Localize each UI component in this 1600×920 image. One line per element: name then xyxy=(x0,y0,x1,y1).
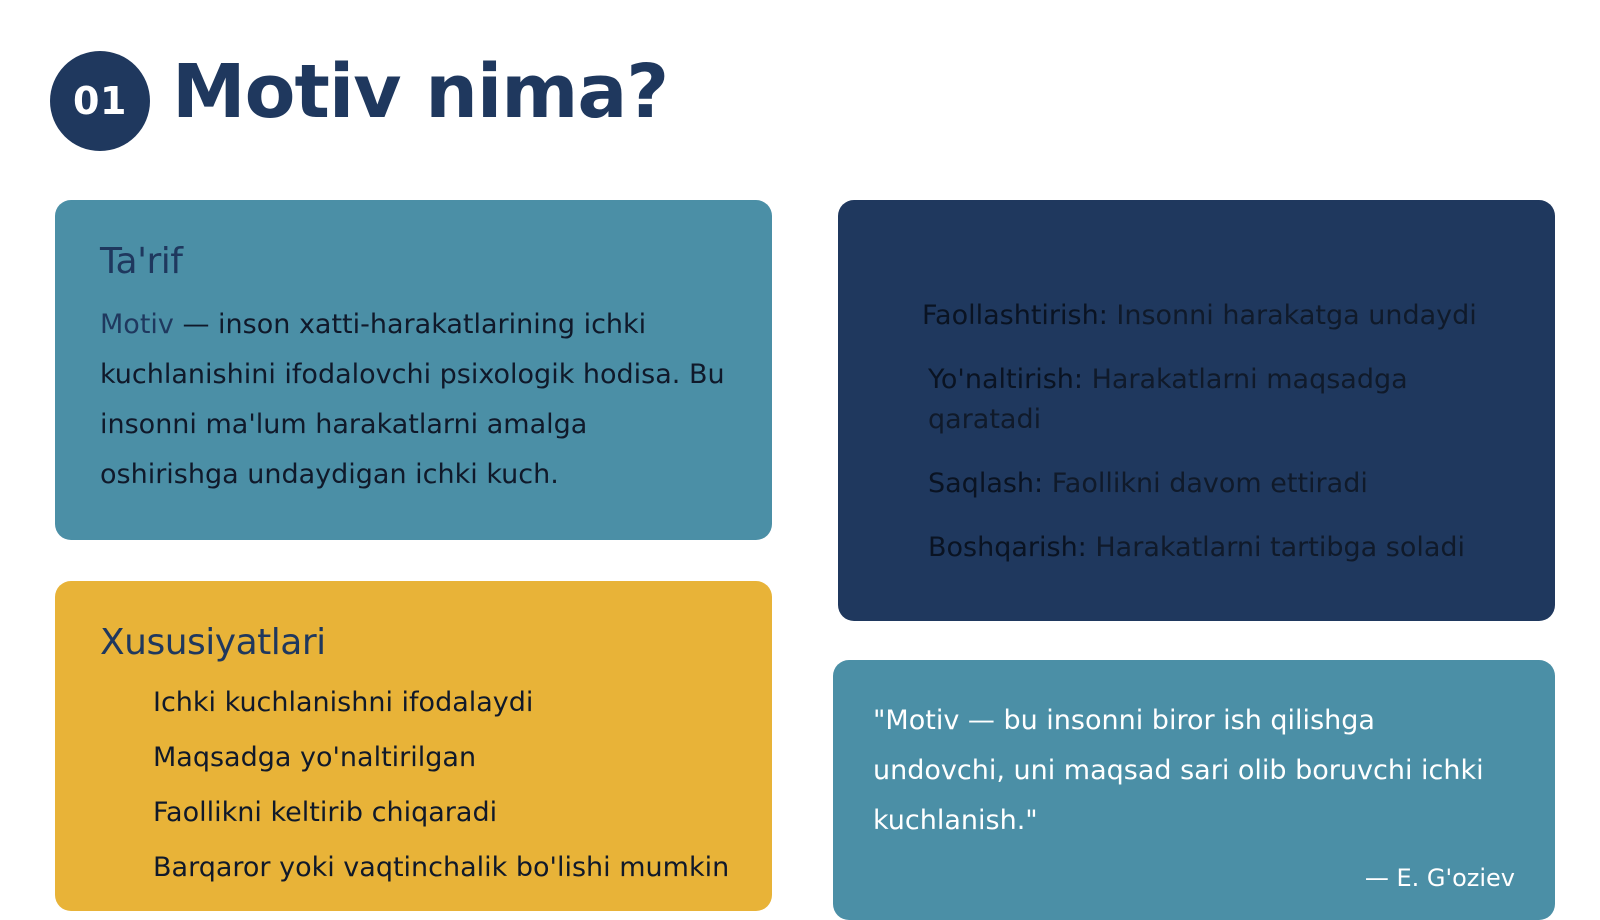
functions-list xyxy=(922,296,1515,568)
quote-author: — E. G'oziev xyxy=(1364,864,1515,892)
properties-card xyxy=(55,581,772,911)
definition-term: Motiv xyxy=(100,309,174,340)
quote-card xyxy=(833,660,1555,920)
definition-card xyxy=(55,200,772,540)
property-item: Barqaror yoki vaqtinchalik bo'lishi mumkin xyxy=(153,852,730,883)
property-item: Maqsadga yo'naltirilgan xyxy=(153,742,477,773)
property-item: Ichki kuchlanishni ifodalaydi xyxy=(153,687,534,718)
properties-list xyxy=(100,675,732,895)
function-name: Saqlash: xyxy=(928,468,1044,499)
function-name: Boshqarish: xyxy=(928,532,1087,563)
function-name: Faollashtirish: xyxy=(922,300,1108,331)
section-number-badge: 01 xyxy=(50,51,150,151)
function-item xyxy=(922,528,1515,568)
function-item xyxy=(922,464,1515,504)
definition-heading: Ta'rif xyxy=(100,241,183,282)
function-text: Faollikni davom ettiradi xyxy=(1043,468,1368,499)
quote-text: "Motiv — bu insonni biror ish qilishga undovchi, uni maqsad sari olib boruvchi ichki kuchlanish." xyxy=(873,705,1484,836)
function-item xyxy=(922,360,1515,440)
page-title: Motiv nima? xyxy=(172,49,669,135)
function-item xyxy=(922,296,1515,336)
function-text: Harakatlarni tartibga soladi xyxy=(1086,532,1466,563)
functions-card xyxy=(838,200,1555,621)
function-text: Harakatlarni maqsadga qaratadi xyxy=(928,364,1408,435)
function-name: Yo'naltirish: xyxy=(928,364,1083,395)
properties-heading: Xususiyatlari xyxy=(100,622,326,663)
function-text: Insonni harakatga undaydi xyxy=(1107,300,1477,331)
definition-text xyxy=(100,300,732,500)
definition-body: — inson xatti-harakatlarining ichki kuchlanishini ifodalovchi psixologik hodisa. Bu insonni ma'lum harakatlarni amalga oshirishga undaydigan ichki kuch. xyxy=(100,309,725,490)
property-item: Faollikni keltirib chiqaradi xyxy=(153,797,498,828)
